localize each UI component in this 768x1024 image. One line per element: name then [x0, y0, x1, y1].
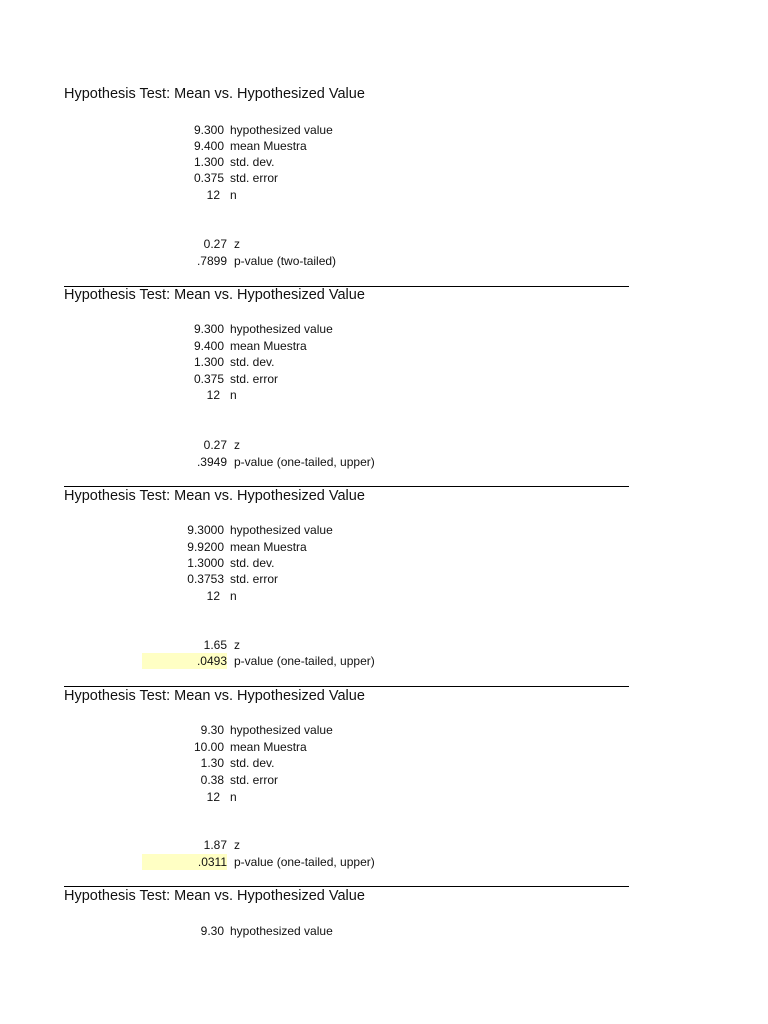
label-cell: z	[234, 237, 240, 251]
value-cell: 12	[206, 388, 220, 402]
row-mean	[0, 739, 768, 755]
label-cell: hypothesized value	[230, 924, 333, 938]
row-std-error	[0, 170, 768, 186]
value-cell: 1.30	[200, 756, 224, 770]
row-z	[0, 236, 768, 252]
row-std-error	[0, 772, 768, 788]
value-cell: 12	[206, 790, 220, 804]
label-cell: std. dev.	[230, 756, 275, 770]
label-cell: p-value (one-tailed, upper)	[234, 455, 375, 469]
value-cell: 9.400	[193, 139, 224, 153]
value-cell: 1.87	[203, 838, 227, 852]
value-cell: 1.300	[193, 155, 224, 169]
label-cell: std. dev.	[230, 556, 275, 570]
label-cell: p-value (one-tailed, upper)	[234, 855, 375, 869]
row-n	[0, 588, 768, 604]
row-std-dev	[0, 555, 768, 571]
row-std-error	[0, 571, 768, 587]
label-cell: p-value (one-tailed, upper)	[234, 654, 375, 668]
label-cell: mean Muestra	[230, 339, 307, 353]
value-cell: 1.300	[193, 355, 224, 369]
label-cell: n	[230, 790, 237, 804]
value-cell: 9.3000	[187, 523, 224, 537]
block-title: Hypothesis Test: Mean vs. Hypothesized Value	[64, 688, 365, 704]
label-cell: hypothesized value	[230, 523, 333, 537]
row-p-value	[0, 653, 768, 669]
row-p-value	[0, 454, 768, 470]
label-cell: std. error	[230, 572, 279, 586]
value-cell: 12	[206, 589, 220, 603]
block-title: Hypothesis Test: Mean vs. Hypothesized Value	[64, 488, 365, 504]
label-cell: n	[230, 388, 237, 402]
row-n	[0, 187, 768, 203]
row-hypothesized-value	[0, 522, 768, 538]
row-hypothesized-value	[0, 923, 768, 939]
row-std-dev	[0, 354, 768, 370]
row-z	[0, 637, 768, 653]
value-cell: 12	[206, 188, 220, 202]
section-divider	[64, 886, 629, 887]
label-cell: n	[230, 188, 237, 202]
value-cell: 1.65	[203, 638, 227, 652]
label-cell: mean Muestra	[230, 540, 307, 554]
row-mean	[0, 138, 768, 154]
label-cell: std. error	[230, 773, 279, 787]
value-cell: 9.30	[200, 924, 224, 938]
row-n	[0, 387, 768, 403]
block-title: Hypothesis Test: Mean vs. Hypothesized Value	[64, 888, 365, 904]
value-cell: 9.300	[193, 322, 224, 336]
row-p-value	[0, 253, 768, 269]
value-cell: 9.9200	[187, 540, 224, 554]
row-mean	[0, 539, 768, 555]
value-cell: 0.27	[203, 438, 227, 452]
value-cell: .7899	[196, 254, 227, 268]
row-z	[0, 837, 768, 853]
label-cell: mean Muestra	[230, 740, 307, 754]
label-cell: hypothesized value	[230, 322, 333, 336]
label-cell: z	[234, 838, 240, 852]
label-cell: hypothesized value	[230, 123, 333, 137]
row-mean	[0, 338, 768, 354]
row-std-dev	[0, 755, 768, 771]
row-hypothesized-value	[0, 122, 768, 138]
block-title: Hypothesis Test: Mean vs. Hypothesized Value	[64, 86, 365, 102]
value-cell: 10.00	[193, 740, 224, 754]
label-cell: std. dev.	[230, 355, 275, 369]
value-cell: 9.400	[193, 339, 224, 353]
row-std-error	[0, 371, 768, 387]
value-cell: 0.375	[193, 372, 224, 386]
label-cell: n	[230, 589, 237, 603]
label-cell: std. error	[230, 171, 279, 185]
label-cell: p-value (two-tailed)	[234, 254, 337, 268]
row-z	[0, 437, 768, 453]
value-cell: 9.300	[193, 123, 224, 137]
label-cell: z	[234, 438, 240, 452]
value-cell: 0.375	[193, 171, 224, 185]
row-n	[0, 789, 768, 805]
section-divider	[64, 486, 629, 487]
label-cell: std. error	[230, 372, 279, 386]
row-hypothesized-value	[0, 321, 768, 337]
row-hypothesized-value	[0, 722, 768, 738]
label-cell: mean Muestra	[230, 139, 307, 153]
section-divider	[64, 686, 629, 687]
value-cell: .3949	[196, 455, 227, 469]
label-cell: std. dev.	[230, 155, 275, 169]
label-cell: z	[234, 638, 240, 652]
value-cell: 9.30	[200, 723, 224, 737]
value-cell: 0.38	[200, 773, 224, 787]
row-p-value	[0, 854, 768, 870]
value-cell: 0.3753	[187, 572, 224, 586]
block-title: Hypothesis Test: Mean vs. Hypothesized Value	[64, 287, 365, 303]
value-cell: 1.3000	[187, 556, 224, 570]
value-cell: .0311	[197, 855, 227, 869]
row-std-dev	[0, 154, 768, 170]
label-cell: hypothesized value	[230, 723, 333, 737]
value-cell: 0.27	[203, 237, 227, 251]
value-cell: .0493	[196, 654, 227, 668]
